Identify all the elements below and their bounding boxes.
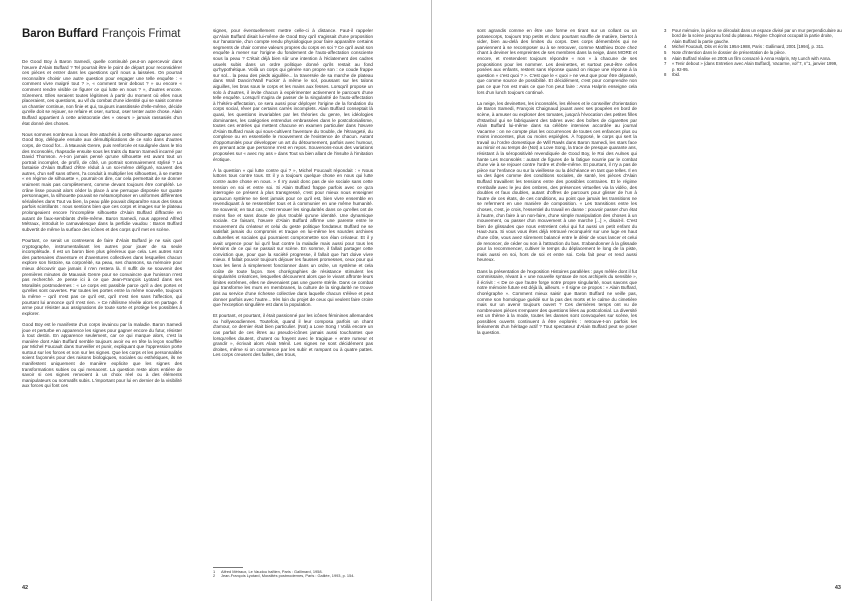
note-text: Alain Buffard réalise en 2005 un film consacré à Anna Halprin, My Lunch with Anna.	[672, 55, 831, 61]
note-number: 5	[664, 49, 667, 55]
title-author: François Frimat	[102, 28, 181, 40]
paragraph: Et pourtant, et pourtant, il était passionné par les icônes féminines allemandes ou hollywoodiennes. Toutefois, quand il leur composa parfois un chant d'amour, ce dernier était bien particulier. (Not) a Love Song ! Voilà encore un cas parfait de ces êtres au pseudo-icônes jamais aussi touchantes que lorsqu'elles doutent, chutent ou frayent avec le tragique « entre rumeur et grandir », écrivait alors Alain Ménil. Les signes ne sont décidément pas droites, même si on commence par les subir et rampant ou à quatre pattes. Les corps creusent des failles, des trous,	[213, 313, 373, 358]
paragraph: Pourtant, ce serait un contresens de faire d'Alain Buffard je ne sais quel cryptographe, instrumentalisant les autres pour jouer de sa seule incomplétude. Il est un baron bien plus généreux que cela. Les autres sont des partenaires d'aventure et d'aventures collectives dans lesquelles chacun explore son histoire, sa corporéité, sa peau, ses chansons, sa mémoire pour mieux découvrir que jamais il n'en restera là. Il suffit de se souvenir des premières minutes de Mauvais Genre pour se convaincre que l'unisson n'est pas recherché. Je pense ici à ce que Jean-François Lyotard dans ses Moralités postmodernes : « Le corps est passible parce qu'il a des portes et qu'elles sont ouvertes. Par toutes les portes entre la même nouvelle, toujours la même – qu'il n'est pas ce qu'il est, qu'il n'est rien sans l'affection, qui pourtant lui annonce qu'il n'est rien. » Ce nihilisme révèle alors en partage. Il arme pour résister aux assignations de toute sorte et protège les possibles à explorer.	[22, 238, 182, 316]
note-text: Michel Foucault, Dits et écrits 1954-1988, Paris : Gallimard, 2001 [1994], p. 311.	[672, 44, 825, 50]
footnote-number: 2	[213, 573, 216, 579]
note-number: 3	[664, 28, 667, 33]
note-text: « Tenir debout » (dans Entretien avec Alain Buffard), Vacarme, vol°7, n°1, janvier 1999, p. 92-95.	[672, 61, 838, 72]
note-text: Note d'intention dans le dossier de présentation de la pièce.	[672, 49, 786, 55]
paragraph: sont agrandis comme en être une forme en tirant sur un collant ou un potasecorps, toujours trop petits et donc pourtant souffle de matière, biertot à vider, bien au-delà des limites du corps. Des corps démembrés qui ne parviennent à se recomposer ou à se retrouver, comme Matthieu Doze chez chant à deviner les empreintes de ses membres dans la neige, dans MORE et encore, et s'entendent toujours répondre « non » à chacune de ses propositions pour les nommer. Les devinettes, et surtout peut-être celles posées aux enfants, restent sans réponse quand on risque une réponse à la question « c'est quoi ? ». C'est que le « quoi » ne veut que pour être dépassé, que comme source de possibilité. Et décidément, c'est pour comprendre non pas ce que l'on est mais ce que l'on peut faire : Anna Halprin enseigne cela lors d'un lunch toujours continué.	[477, 28, 637, 95]
paragraph: Good Boy est le manifeste d'un corps invaincu par la maladie. Baron Samedi joue et perturbe en apparence les signes pour gagner encore du futur, résister à tout destin. En apparence seulement, car ce qui marque alors, c'est la manière dont Alain Buffard semble toujours avoir eu en tête la leçon soufflée par Michel Foucault dans Surveiller et punir, expliquant que l'oppression porte surtout sur les forces et non sur les signes. Que les corps et les personnalités soient façonnés pour des raisons biologiques, sociales ou esthétiques, ils ne manifestent uniquement de manière explicite que les signes des transformations subies ou qui menacent. La question reste alors entière de savoir si ces signes renvoient à un choix réel ou à des éléments manipulateurs ou normatifs subis. L'important pour lui en dernier de la visibilité aux forces qui font ces	[22, 321, 182, 389]
note	[664, 28, 842, 44]
footnote	[213, 574, 373, 579]
left-page	[0, 0, 431, 601]
footnote-text: Jean-François Lyotard, Moralités postmodernes, Paris : Galilée, 1993, p. 154.	[221, 573, 355, 579]
title-main: Baron Buffard	[22, 28, 99, 40]
note-text: Ibid.	[672, 72, 681, 78]
note-number: 8	[664, 72, 667, 78]
note-number: 6	[664, 55, 667, 61]
left-column-b	[213, 28, 373, 576]
footnote-text: Alfred Métraux, Le Vaudou haïtien, Paris : Gallimard, 1958.	[221, 568, 323, 574]
note	[664, 44, 842, 49]
footnotes	[213, 567, 373, 579]
page-number-right: 43	[834, 585, 841, 591]
right-column-a	[477, 28, 637, 576]
paragraph: De Good Boy à Baron Samedi, quelle continuité peut-on apercevoir dans l'œuvre d'Alain Buffard ? Tel pourrait être le point de départ pour reconsidérer ces pièces et entrer dans les questions qu'il nous a laissées. On pourrait reconnaître choisir une autre question pour engager une telle enquête : « comment vivre malgré tout ? », « comment tenir debout ? » ou encore « comment rendre visible ce figurer ce qui lutte en nous ? », d'autres encore. Sûrement. Elles seraient toutes légitimes à partir du moment où elles nous placeraient, ces questions, au vif du combat d'une identité qui se saisit comme un chantier continue, non finie et qui, toujours inassitissée d'elle-même, décide qu'elle doit se rejouer, se refaire et oser, surtout, oser tenter autre chose. Alain Buffard appartient à cette aristocratie des « oseurs » jamais rassasiés d'un état donné des choses.	[22, 59, 182, 126]
note-text: Pour mémoire, la pièce se déroulait dans un espace divisé par un mur perpendiculaire au bord de la scène jusqu'au fond du plateau. Régine Chopinot occupait la partie droite, Alain Buffard la partie gauche.	[672, 28, 842, 44]
note	[664, 56, 842, 61]
side-notes	[664, 28, 842, 108]
paragraph: signes, pour éventuellement mettre celle-ci à distance. Faut-il rappeler qu'Alain Buffard disait lui-même de Good Boy qu'il s'agissait d'une proposition sur l'anatomie, d'un compte rendu physiologique pour faire apparaître certains segments de chair comme valeurs propres du corps en soi ? Ce qu'il avait son enquête à mener sur l'origine du fondement de l'auto-affectation consciente sous la peau ? C'était déjà bien sûr une intention à l'éclatement des cadres usuels subis dans un ordre politique donné qu'ils restait au fond qu'hypothétique. Voilà un corps qui génère son propre son : ce coude frappe sur sol... la peau des pieds aiguillée... la traversée de sa marche de plateau dans Wall Dancin'/Wall Fuckin' à même le sol, poussant sur les talons aiguilles, les bras sous le corps et les mains aux fesses. Lorsqu'il propose un solo à d'autres, il invite chacun à expérimenter activement le parcours d'une telle enquête. Lorsqu'il s'agira de passer de la singularité de l'auto-affectation à l'hétéro-affectation, ce sera aussi pour déployer l'origine de la fondation du corps social, rêver par certains carrés incomplets. Alain Buffard conseptait là quasi, les questions invariables par les théories du genre, les idéologies dominantes, les catégories entrendus embrassées dans le postcolonialisme, toutes ces entrées qui mettent chacune en examen particulier dans l'œuvre d'Alain Buffard mais qui sous-cultivent l'aventure du trouble, de l'étrangeté, du complexe ou en essentielle le mouvement de l'existence de chacun. Autant d'opportunités pour développer un art du détournement, parfois avec humour, en prenant acte que personne n'est en repos. Souvenons-nous des variations proposées sur « avec my ass » dans Tout va bien allant de l'insulte à l'imitation érotique.	[213, 28, 373, 162]
note	[664, 50, 842, 55]
paragraph: La neige, les devinettes, les inconsolés, les élèves et le conseiller d'orientation de Baron Samedi, François Chaignaud jouant avec ses poupées en bord de scène, à amuser ou exploser des tomates, jusqu'à l'évocation des petites filles d'Istanbul qui se fabriquaient des tabres avec des boîtes de cigarettes par Alain Buffard lui-même dans sa célèbre interview accordée au journal Vacarme : on ne compte plus les occurrences de toutes ces enfances plus ou moins innocentes, plus ou moins espiègles. À l'opposé, le corps qui sert la travail ou l'ordre domestique de Will Rawls dans Baron Samedi, les stars face au miroir et au temps de (Not) a Love Song, la trace de presque quarante ans, résistant à la séropositivité revendiquée de Good Boy, le Roi des Aulnes qui hante Les Inconsolés : autant de figures de la fatigue nourrie par le combat d'une vie à se rejouer contre l'ordre et d'elle-même. Et pourtant, il n'y a pas de pièce sur l'enfance ou sur la vieillesse ou la déchéance en tant que telles. Il en va des âges comme des conditions sociales, de santé, les pièces d'Alain Buffard travaillent les tensions entre des possibles contraires. Et le régime s'emballe avec le jeu des ombres, des présences virtuelles via la vidéo, des doubles et faux doubles, autant d'offres de parcours pour glisser de l'un à l'autre de ces états, de ces conditions, au point que jamais les transitions ne se referment en une manière de composition. « Les transitions entre les choses, c'est, je crois, l'essentiel du travail en danse : pouvoir passer d'un état à l'autre, d'un faire à un non-faire, d'une simple manipulation des choses à un mouvement, ou passer d'un mouvement à une marche [...] », disait-il. C'est bien de glissades que nous entretient celui qui fut aussi un petit enfant du Haut-Jura. Si vous vous êtes déjà retrouvé reconquérir sur une luge en haut d'une côte, vous avez sûrement balancé entre le désir de vous lancer et celui de renoncer, de céder ou non à l'attraction du bas. S'abandonner à la glissade pour la recommencer, cultiver le temps du déplacement le long de la piste, mais aussi en soi, hors de soi et entre soi. Cela fait peur et rend aussi heureux.	[477, 100, 637, 263]
note-number: 4	[664, 44, 667, 50]
footnote-number: 1	[213, 568, 216, 574]
right-page	[432, 0, 863, 601]
note	[664, 72, 842, 77]
note	[664, 61, 842, 72]
page-number-left: 42	[22, 585, 29, 591]
paragraph: Nous sommes nombreux à nous être attachés à cette silhouette apparue avec Good Boy, déléguée ensuite aux démultiplications de ce solo dans d'autres corps, de Good for... à Mauvais Genre, puis renforcée et soulignée dans le trio des Inconsolés, rhapsodie ensuite sous les traits du Baron Samedi incarné par David Thomson. A-t-on jamais pensé qu'une silhouette est avant tout un portrait incomplet, de profil, de côté, un portrait sommairement stylisé ? La fantaisie d'Alain Buffard d'être réduit à un soi-même défiguré, souvent des autres, d'un self sans others, l'a conduit à multiplier les silhouettes, à se mettre « en régime de silhouette », pourrait-on dire, car cela permettait de se donner vraiment mais pas complètement, comme devant toujours être complété. Le crâne lisse pouvait alors céder la place à une perruque disposée sur quatre personnages, la silhouette pouvait se métamorphoser en uniformes différentes sérialisées dans Tout va bien, la peau pâle pouvait disparaître sous des tissus parfois scintillants : nous sentions bien que ces corps et images sur le plateau prolongeaient encore l'incomplète silhouette d'Alain Buffard diffractée en autant de faux-semblants d'elle-même. Baron Samedi, nous apprend Alfred Métraux, introduit le carnavalesque dans la perfidie vaudou : Baron Buffard subvertit de même la surface des icônes et des corps qu'il met en scène.	[22, 131, 182, 232]
article-title	[22, 28, 180, 40]
left-column-a	[22, 59, 182, 574]
footnote-rule	[213, 567, 243, 568]
paragraph: À la question « qui lutte contre qui ? », Michel Foucault répondait : « Nous luttons tous contre tous. Et il y a toujours quelque chose en nous qui lutte contre autre chose en nous. » Il n'y avait donc pas de vie sociale sans cette tension en soi et entre soi. Si Alain Buffard frappe parfois avec ce qu'a interrogée ce présent à plus transgressé, c'est pour mieux nous enseigner qu'aucun système ne tient jamais pour ce qu'il est, bien vivre ensemble en revendiquant à se ressembler tous et à communier en une même humanité. Se souvenir, en tout cas, c'est renouer les singularités dans ce qu'elles ont de moins fixe et sans doute de plus troublé qu'une identité. Une dynamique sociale. Ce faisant, l'œuvre d'Alain Buffard affirme une parente entre le mouvement du créateur et celui du geste politique fondateur. Buffard ne se satisfait jamais du compromis et traque en lui-même les sourdes archives culturelles et sociales qui pourraient compromettre son élan créateur. Et il y avait urgence pour lui qu'il faut contre la maladie mais aussi pour tous les témoins de ce qui se passait sur scène. En somme, il fallait partager cette conviction que, pour que la société progresse, il fallait que l'art doive vivre mieux. Il fallait pouvoir toujours déjouer les fausses promesses, ceux pour qui tous les liens à simplement fonctionner dans un ordre, un système et cela coûte de toute façon. Ses chorégraphies de résistance stimulent les singularités créatrices, lesquelles découvrent alors que le vivant affronte leurs limites extrêmes, elles ne devenaient pas une guerre stérile. Dans ce combat qui transforme les murs en membranes, la culture de la singularité ne trouve pas au service d'une richesse collective dans laquelle chacun s'élève et peut donner parfois avec l'autre... très loin du projet de ceux qui veulent faire croire que l'exception singulière est dans la population.	[213, 167, 373, 308]
note-number: 7	[664, 61, 667, 67]
paragraph: Dans la présentation de l'exposition Histoires parallèles : pays mêlée dont il fut commissaire, révant à « une nouvelle syntaxe de nos archipels du sensible », il écrivit : « De ce que l'autre forge notre propre singularité, nous savons que notre mémoire future est déjà là, ailleurs. » Il signe ce propos : « Alain Buffard, chorégraphe ». Comment mieux saisir que Baron Buffard ne veille pas, comme son homologue guédé sur la pas des morts et le calme du cimetière mais sur un avenir toujours ouvert ? Ces dernières temps ont vu de nombreuses pièces s'emparer des questions liées au postcolonial. La diversité est un thème à la mode, toutes les danses sont convoquées sur scène, les possibles ouverts continuent à être explorés : retrouve-t-on parfois les linéaments d'un héritage actif ? Tout spectateur d'Alain Buffard peut se poser la question.	[477, 268, 637, 336]
